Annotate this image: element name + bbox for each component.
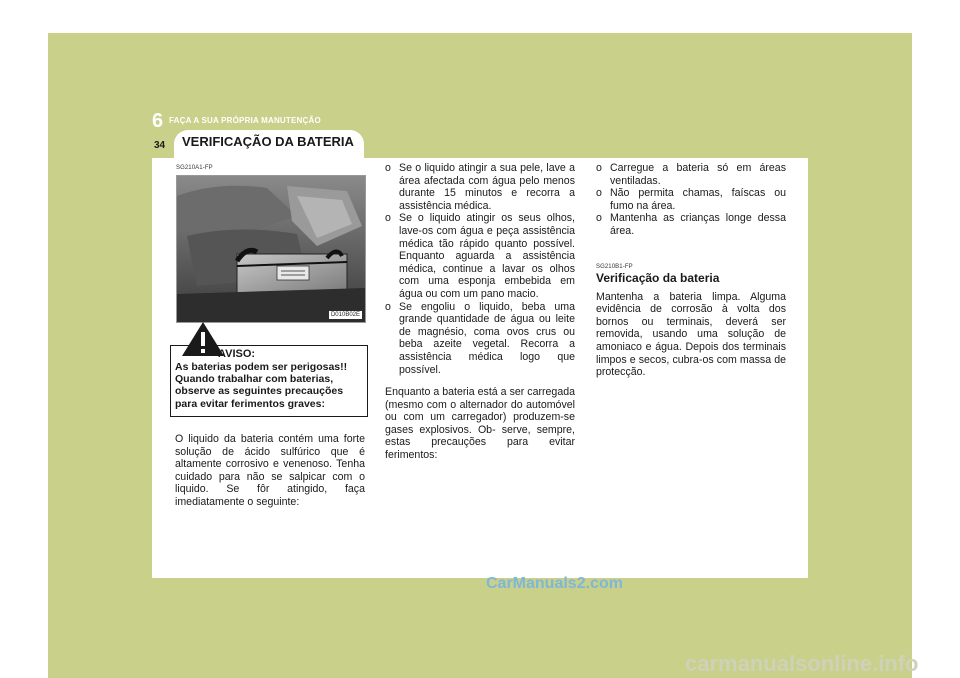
column-3 (596, 162, 786, 379)
chapter-title: FAÇA A SUA PRÓPRIA MANUTENÇÃO (169, 116, 321, 125)
bullet-mark: o (596, 212, 602, 225)
bullet-text: Mantenha as crianças longe dessa área. (610, 212, 786, 237)
section-tab (174, 130, 364, 158)
bullet-text: Se o liquido atingir a sua pele, lave a área afectada com água pelo menos durante 15 minutos e recorra a assistência médica. (399, 162, 575, 212)
charging-paragraph: Enquanto a bateria está a ser carregada (mesmo com o alternador do automóvel ou com um carregador) produzem-se gases explosivos. Ob- serve, sempre, estas precauções para evitar ferimentos: (385, 386, 575, 462)
list-item (385, 162, 575, 212)
list-item (596, 187, 786, 212)
list-item (596, 162, 786, 187)
watermark-carmanualsonline[interactable]: carmanualsonline.info (685, 651, 919, 676)
warning-text: As baterias podem ser perigosas!! Quando trabalhar com baterias, observe as seguintes precauções para evitar ferimentos graves: (175, 361, 348, 410)
bullet-mark: o (385, 300, 391, 313)
list-item (385, 301, 575, 377)
image-code: D010B02E (330, 312, 360, 318)
battery-engine-illustration (177, 176, 365, 322)
ref-code-check: SG210B1-FP (596, 263, 633, 270)
subsection-title: Verificação da bateria (596, 270, 720, 285)
acid-paragraph: O liquido da bateria contém uma forte solução de ácido sulfúrico que é altamente corrosivo e venenoso. Tenha cuidado para não se salpicar com o liquido. Se fôr atingido, faça imediatamente o seguinte: (175, 433, 365, 508)
battery-photo (176, 175, 366, 323)
chapter-number: 6 (152, 110, 164, 132)
bullet-text: Não permita chamas, faíscas ou fumo na área. (610, 187, 786, 212)
list-item (596, 212, 786, 237)
warning-title: AVISO: (218, 348, 256, 360)
bullet-mark: o (385, 212, 391, 225)
list-item (385, 212, 575, 300)
bullet-mark: o (596, 162, 602, 174)
bullet-text: Se engoliu o liquido, beba uma grande quantidade de água ou leite de magnésio, coma ovos crus ou beba azeite vegetal. Recorra a assistência médica logo que possível. (399, 300, 575, 376)
section-title: VERIFICAÇÃO DA BATERIA (182, 134, 354, 149)
page-number: 34 (154, 140, 166, 151)
bullet-text: Carregue a bateria só em áreas ventiladas. (610, 162, 786, 187)
column-2 (385, 162, 575, 462)
watermark-carmanuals2[interactable]: CarManuals2.com (486, 575, 623, 592)
ref-code-battery-image: SG210A1-FP (176, 165, 213, 171)
maintenance-paragraph: Mantenha a bateria limpa. Alguma evidência de corrosão à volta dos bornos ou terminais, deverá ser removida, usando uma solução de amoniaco e água. Depois dos terminais limpos e secos, cubra-os com massa de protecção. (596, 290, 786, 379)
bullet-mark: o (385, 162, 391, 174)
bullet-mark: o (596, 187, 602, 200)
bullet-text: Se o liquido atingir os seus olhos, lave-os com água e peça assistência médica tão rápido quanto possível. Enquanto aguarda a assistência médica, continue a lavar os olhos com uma esponja embebida em água ou com um pano macio. (399, 212, 575, 300)
